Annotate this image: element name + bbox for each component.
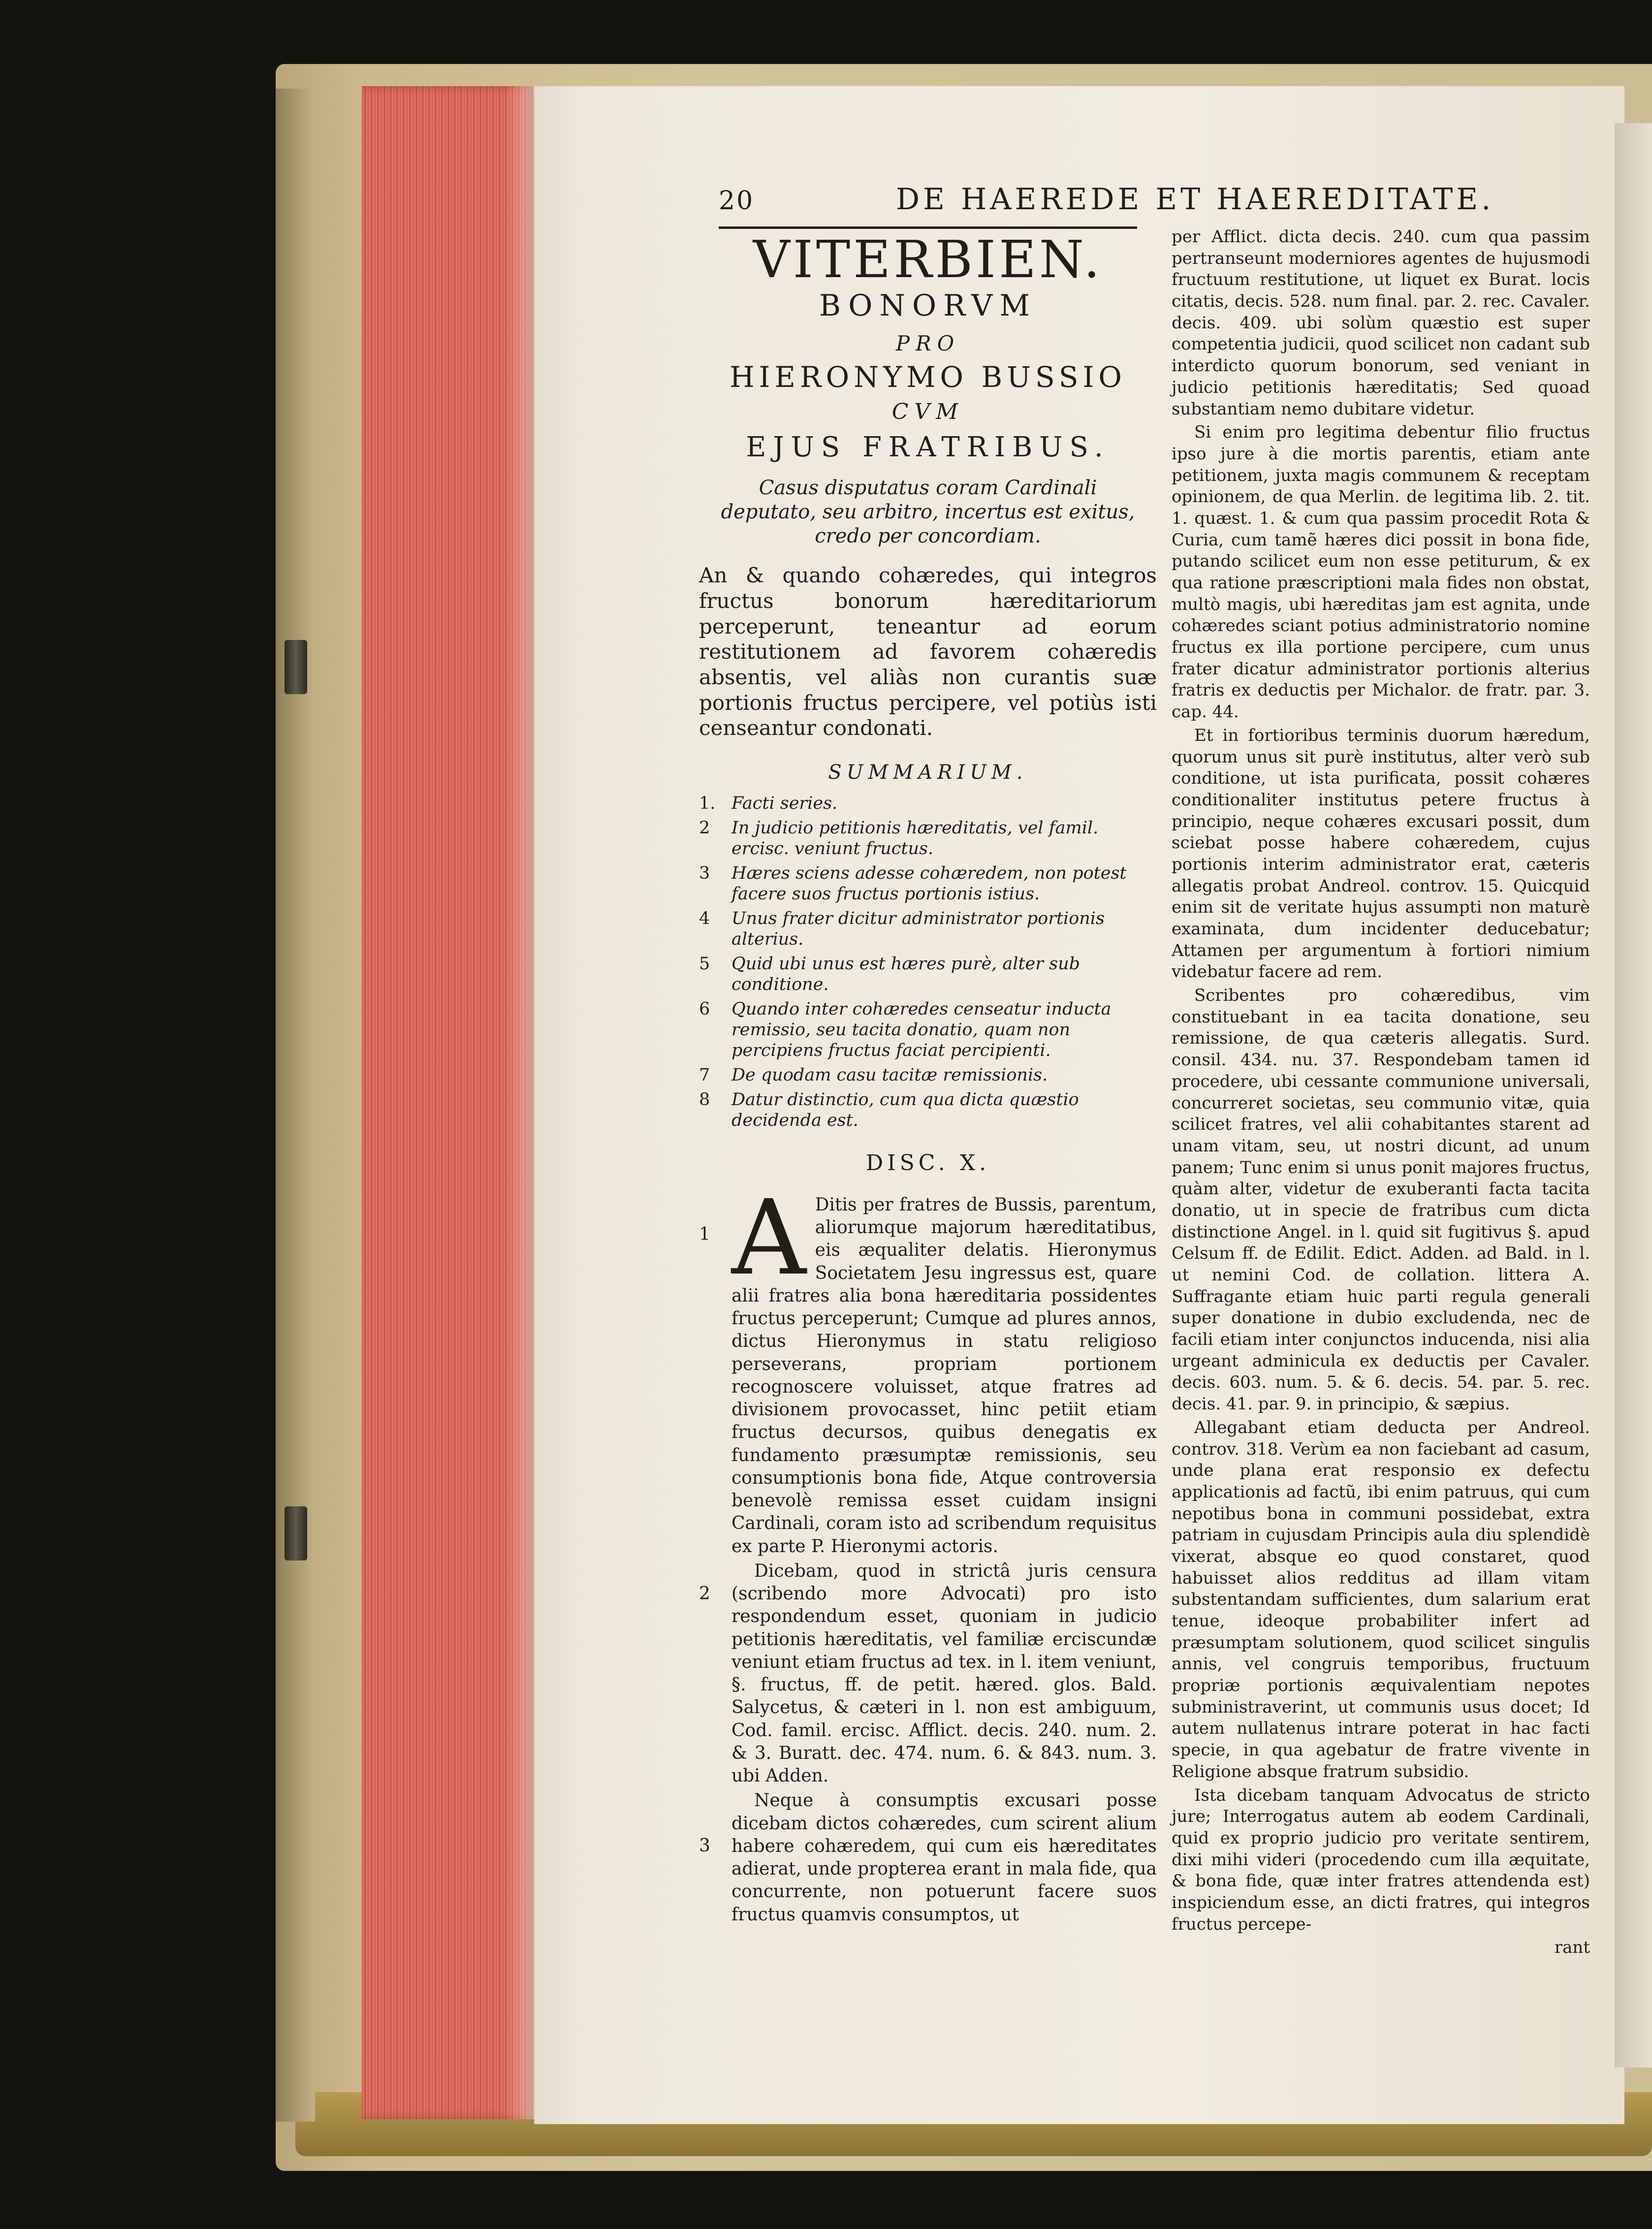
summary-item: 3 Hæres sciens adesse cohæredem, non potest facere suos fructus portionis istius. (699, 863, 1127, 904)
red-page-edges (362, 86, 534, 2119)
right-paragraph-3: Et in fortioribus terminis duorum hæredum, quorum unus sit purè institutus, alter verò sub conditione, ut ista purificata, possit cohæres conditionaliter institutus petere fructus à principio, neque cohæres excusari possit, dum sciebat posse habere cohæredem, cujus portionis interim administrator erat, cæteris allegatis probat Andreol. controv. 15. Quicquid enim sit de veritate hujus assumpti non maturè examinata, dum incidenter deducebatur; Attamen per argumentum à fortiori nimium videbatur facere ad rem. (1172, 725, 1590, 982)
right-paragraph-5: Allegabant etiam deducta per Andreol. controv. 318. Verùm ea non faciebant ad casum, unde plana erat responsio ex defectu applicationis ad factũ, ibi enim patruus, qui cum nepotibus bona in communi possidebat, extra patriam in cujusdam Principis aula diu splendidè vixerat, absque eo quod constaret, quod habuisset alios redditus ad illam vitam substentandam sufficientes, dum salarium erat tenue, ideoque probabiliter infert ad præsumptam solutionem, quod scilicet singulis annis, vel congruis temporibus, fructuum propriæ portionis æquivalentiam nepotes subministraverint, ut communis usus docet; Id autem nullatenus intrare poterat in hac facti specie, in qua agebatur de fratre vivente in Religione absque fratrum subsidio. (1172, 1417, 1590, 1782)
right-column (1172, 226, 1590, 1961)
page-content (699, 182, 1600, 2013)
summarium-list (699, 793, 1157, 1131)
cover-spine-fold (276, 89, 315, 2122)
right-paragraph-4: Scribentes pro cohæredibus, vim constituebant in ea tacita donatione, seu remissione, de qua cæteris allegatis. Surd. consil. 434. nu. 37. Respondebam tamen id procedere, ubi cessante communione universali, concurreret societas, seu communio vitæ, quia scilicet fratres, vel alii cohabitantes starent ad unam vitam, seu, ut nostri dicunt, ad unum panem; Tunc enim si unus ponit majores fructus, quàm alter, videtur de exuberanti facta tacita donatio, ut in specie de fratribus cum dicta distinctione Angel. in l. quid sit fugitivus §. apud Celsum ff. de Edilit. Edict. Adden. ad Bald. in l. ut nemini Cod. de collation. littera A. Suffragante etiam huic parti regula generali super donatione in dubio excludenda, nec de facili etiam inter conjunctos inducenda, nisi alia urgeant adminicula ex deductis per Cavaler. decis. 603. num. 5. & 6. decis. 54. par. 5. rec. decis. 41. par. 9. in principio, & sæpius. (1172, 986, 1590, 1414)
right-paragraph-6: Ista dicebam tanquam Advocatus de stricto jure; Interrogatus autem ab eodem Cardinali, quid ex proprio judicio pro veritate sentirem, dixi mihi videri (procedendo cum illa æquitate, & bona fide, quæ inter fratres attendenda est) inspiciendum esse, an dicti fratres, qui integros fructus percepe- (1172, 1785, 1590, 1934)
summarium-title: SUMMARIUM. (828, 761, 1028, 784)
party-name: HIERONYMO BUSSIO (730, 360, 1126, 394)
discourse-heading: DISC. X. (865, 1150, 990, 1176)
clasp-top (285, 640, 307, 694)
facing-page-edge (1615, 123, 1652, 2068)
summary-item: 1. Facti series. (699, 793, 838, 813)
right-paragraph-1: per Afflict. dicta decis. 240. cum qua passim pertranseunt moderniores agentes de hujusmodi fructuum restitutione, ut liquet ex Burat. locis citatis, decis. 528. num final. par. 2. rec. Cavaler. decis. 409. ubi solùm quæstio est super competentia judicii, quod scilicet non cadant sub interdicto quorum bonorum, sed veniant in judicio petitionis hæreditatis; Sed quoad substantiam nemo dubitare videtur. (1172, 227, 1590, 419)
pro-label: PRO (895, 331, 960, 355)
right-paragraph-2: Si enim pro legitima debentur filio fructus ipso jure à die mortis parentis, etiam ante petitionem, juxta magis communem & receptam opinionem, de qua Merlin. de legitima lib. 2. tit. 1. quæst. 1. & cum qua passim procedit Rota & Curia, cum tamẽ hæres dici possit in bona fide, putando scilicet eum non esse petiturum, & ex qua ratione præscriptioni mala fides non obstat, multò magis, ubi hæreditas jam est agnita, unde cohæredes sciant potius administratorio nomine fructus ex illa portione percipere, cum unus frater dicatur administrator portionis alterius fratris ex deductis per Michalor. de fratr. par. 3. cap. 44. (1172, 422, 1590, 722)
catchword: rant (1554, 1938, 1590, 1958)
margin-number: 2 (699, 1583, 710, 1604)
cum-label: CVM (891, 399, 964, 424)
summary-item: 5 Quid ubi unus est hæres purè, alter sub conditione. (699, 954, 1080, 994)
left-paragraph-3: 3 Neque à consumptis excusari posse dicebam dictos cohæredes, cum scirent alium habere cohæredem, qui cum eis hæreditates adierat, unde propterea erant in mala fide, qua concurrente, non potuerunt facere suos fructus quamvis consumptos, ut (699, 1790, 1157, 1925)
opposing-party: EJUS FRATRIBUS. (746, 431, 1110, 463)
summary-item: 4 Unus frater dicitur administrator portionis alterius. (699, 908, 1105, 949)
clasp-bottom (285, 1506, 307, 1560)
running-title: DE HAEREDE ET HAEREDITATE. (896, 182, 1494, 217)
summary-item: 7 De quodam casu tacitæ remissionis. (699, 1065, 1048, 1085)
question-paragraph: An & quando cohæredes, qui integros fructus bonorum hæreditariorum perceperunt, teneantur ad eorum restitutionem ad favorem cohæredis absentis, vel aliàs non curantis suæ portionis fructus percipere, vel potiùs isti censeantur condonati. (699, 563, 1157, 740)
left-paragraph-2: 2 Dicebam, quod in strictâ juris censura (scribendo more Advocati) pro isto respondendum esset, quoniam in judicio petitionis hæreditatis, vel familiæ erciscundæ veniunt etiam fructus ad tex. in l. item veniunt, §. fructus, ff. de petit. hæred. glos. Bald. Salycetus, & cæteri in l. non est ambiguum, Cod. famil. ercisc. Afflict. decis. 240. num. 2. & 3. Buratt. dec. 474. num. 6. & 843. num. 3. ubi Adden. (699, 1560, 1157, 1786)
page-number: 20 (719, 186, 755, 216)
case-title: VITERBIEN. (753, 229, 1103, 289)
left-paragraph-1: 1 A Ditis per fratres de Bussis, parentum, aliorumque majorum hæreditatibus, eis æqualiter delatis. Hieronymus Societatem Jesu ingressus est, quare alii fratres alia bona hæreditaria possidentes fructus perceperunt; Cumque ad plures annos, dictus Hieronymus in statu religioso perseverans, propriam portionem recognoscere voluisset, atque fratres ad divisionem provocasset, hinc petiit etiam fructus decursos, quibus denegatis ex fundamento præsumptæ remissionis, seu consumptionis bona fide, Atque controversia benevolè remissa esset cuidam insigni Cardinali, coram isto ad scribendum requisitus ex parte P. Hieronymi actoris. (699, 1177, 1157, 1557)
summary-item: 8 Datur distinctio, cum qua dicta quæstio decidenda est. (699, 1089, 1079, 1130)
summary-item: 2 In judicio petitionis hæreditatis, vel famil. ercisc. veniunt fructus. (699, 818, 1099, 859)
margin-number: 1 (699, 1224, 710, 1244)
summary-item: 6 Quando inter cohæredes censeatur inducta remissio, seu tacita donatio, quam non percipiens fructus faciat percipienti. (699, 999, 1112, 1060)
case-subject: BONORVM (819, 288, 1037, 323)
drop-cap-letter: A (731, 1177, 806, 1298)
margin-number: 3 (699, 1836, 710, 1856)
title-rule (719, 226, 1137, 229)
case-note: Casus disputatus coram Cardinali deputato, seu arbitro, incertus est exitus, credo per concordiam. (721, 477, 1135, 547)
left-column (699, 226, 1157, 1928)
page-header (719, 182, 1605, 222)
